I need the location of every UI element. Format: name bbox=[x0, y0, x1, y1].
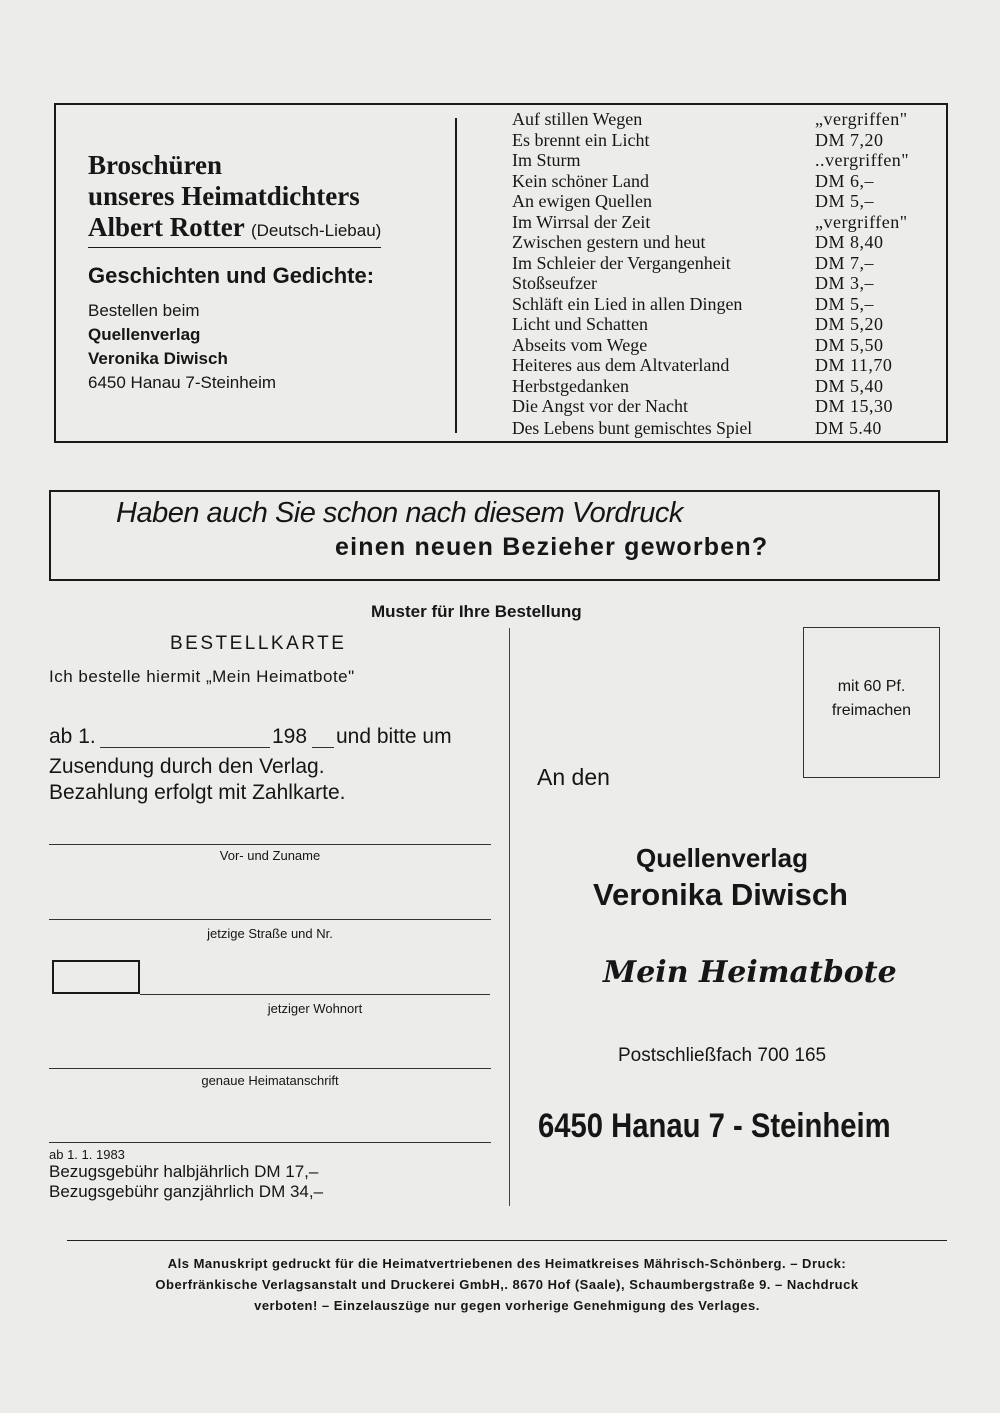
booklet-row bbox=[512, 396, 942, 416]
booklet-title: Stoßseufzer bbox=[512, 273, 597, 293]
card-title: BESTELLKARTE bbox=[170, 633, 347, 654]
fee-full-year: Bezugsgebühr ganzjährlich DM 34,– bbox=[49, 1182, 324, 1201]
booklet-price: DM 5.40 bbox=[815, 417, 882, 438]
start-year: 198 bbox=[272, 725, 308, 748]
booklet-row bbox=[512, 191, 942, 211]
booklet-price: DM 15,30 bbox=[815, 396, 894, 416]
booklet-row bbox=[512, 314, 942, 334]
street-label: jetzige Straße und Nr. bbox=[207, 926, 333, 941]
booklet-row bbox=[512, 130, 942, 150]
checkbox[interactable] bbox=[52, 960, 140, 994]
booklet-title: Auf stillen Wegen bbox=[512, 109, 643, 129]
home-address-field[interactable] bbox=[49, 1068, 491, 1069]
booklet-row bbox=[512, 355, 942, 375]
footer-line-1: Als Manuskript gedruckt für die Heimatvertriebenen des Heimatkreises Mährisch-Schönberg. – Druck: bbox=[167, 1256, 847, 1271]
booklet-title: Des Lebens bunt gemischtes Spiel bbox=[512, 417, 753, 438]
order-line-4: 6450 Hanau 7-Steinheim bbox=[88, 373, 277, 392]
recruit-line-1: Haben auch Sie schon nach diesem Vordruck bbox=[116, 497, 683, 529]
home-address-label: genaue Heimatanschrift bbox=[201, 1073, 339, 1088]
card-intro: Ich bestelle hiermit „Mein Heimatbote" bbox=[49, 667, 355, 686]
booklets-subheading: Geschichten und Gedichte: bbox=[88, 263, 375, 288]
booklet-title: Im Sturm bbox=[512, 150, 581, 170]
booklet-title: Im Wirrsal der Zeit bbox=[512, 211, 651, 232]
street-field[interactable] bbox=[49, 919, 491, 920]
footer-text bbox=[67, 1253, 947, 1316]
magazine-logo: Mein Heimatbote bbox=[603, 955, 897, 990]
booklet-title: Die Angst vor der Nacht bbox=[512, 396, 688, 416]
booklet-title: An ewigen Quellen bbox=[512, 191, 652, 211]
booklet-price: DM 5,40 bbox=[815, 375, 884, 396]
booklet-title: Herbstgedanken bbox=[512, 375, 629, 396]
booklet-price: ..vergriffen" bbox=[815, 150, 910, 170]
card-divider bbox=[509, 628, 510, 1206]
booklet-row bbox=[512, 294, 942, 314]
extra-field[interactable] bbox=[49, 1142, 491, 1143]
publisher-name-2: Veronika Diwisch bbox=[593, 877, 848, 912]
footer-line-3: verboten! – Einzelauszüge nur gegen vorherige Genehmigung des Verlages. bbox=[254, 1298, 760, 1313]
booklet-row bbox=[512, 232, 942, 252]
name-label: Vor- und Zuname bbox=[219, 848, 321, 863]
name-field[interactable] bbox=[49, 844, 491, 845]
booklet-row bbox=[512, 376, 942, 396]
footer-line-2: Oberfränkische Verlagsanstalt und Druckerei GmbH,. 8670 Hof (Saale), Schaumbergstraße 9. – Nachdruck bbox=[155, 1277, 859, 1292]
fee-half-year: Bezugsgebühr halbjährlich DM 17,– bbox=[49, 1162, 319, 1181]
order-line-3: Veronika Diwisch bbox=[88, 349, 228, 368]
footer-rule bbox=[67, 1240, 947, 1241]
po-box: Postschließfach 700 165 bbox=[618, 1045, 827, 1066]
booklets-heading-3 bbox=[88, 212, 381, 248]
booklets-heading-2: unseres Heimatdichters bbox=[88, 181, 360, 211]
booklet-title: Es brennt ein Licht bbox=[512, 129, 650, 150]
sample-heading: Muster für Ihre Bestellung bbox=[371, 602, 582, 621]
booklet-title: Abseits vom Wege bbox=[512, 334, 648, 355]
booklet-row bbox=[512, 253, 942, 273]
payment-text: Bezahlung erfolgt mit Zahlkarte. bbox=[49, 781, 346, 804]
author-origin: (Deutsch-Liebau) bbox=[250, 221, 382, 240]
city-address: 6450 Hanau 7 - Steinheim bbox=[538, 1107, 891, 1145]
booklet-price: DM 7,– bbox=[815, 252, 875, 273]
booklet-price: DM 5,– bbox=[815, 293, 875, 314]
start-year-field[interactable] bbox=[312, 747, 334, 748]
start-suffix: und bitte um bbox=[336, 725, 452, 748]
residence-label: jetziger Wohnort bbox=[267, 1001, 363, 1016]
booklet-price: DM 11,70 bbox=[815, 355, 893, 375]
booklets-heading-1: Broschüren bbox=[88, 150, 223, 180]
booklets-divider bbox=[455, 118, 457, 433]
start-prefix: ab 1. bbox=[49, 725, 96, 748]
booklet-title: Heiteres aus dem Altvaterland bbox=[512, 355, 730, 375]
booklet-price: DM 5,20 bbox=[815, 314, 884, 334]
booklet-row bbox=[512, 212, 942, 232]
booklet-row bbox=[512, 335, 942, 355]
booklet-title: Schläft ein Lied in allen Dingen bbox=[512, 293, 743, 314]
delivery-text: Zusendung durch den Verlag. bbox=[49, 755, 325, 778]
to-label: An den bbox=[537, 764, 610, 790]
booklet-row bbox=[512, 109, 942, 129]
booklet-row bbox=[512, 273, 942, 293]
residence-field[interactable] bbox=[140, 994, 490, 995]
author-name: Albert Rotter bbox=[88, 212, 245, 242]
booklet-row bbox=[512, 150, 942, 170]
recruit-line-2: einen neuen Bezieher geworben? bbox=[335, 533, 769, 561]
booklet-title: Licht und Schatten bbox=[512, 314, 648, 334]
order-line-2: Quellenverlag bbox=[88, 325, 201, 344]
booklet-price: „vergriffen" bbox=[815, 211, 908, 232]
fee-date: ab 1. 1. 1983 bbox=[49, 1147, 125, 1162]
booklet-price: „vergriffen" bbox=[815, 109, 908, 129]
start-day-field[interactable] bbox=[100, 747, 270, 748]
booklet-price: DM 5,– bbox=[815, 191, 875, 211]
booklet-title: Im Schleier der Vergangenheit bbox=[512, 252, 731, 273]
publisher-name-1: Quellenverlag bbox=[636, 843, 808, 873]
booklet-title: Zwischen gestern und heut bbox=[512, 232, 706, 252]
booklet-row bbox=[512, 171, 942, 191]
booklet-price: DM 3,– bbox=[815, 273, 875, 293]
booklet-title: Kein schöner Land bbox=[512, 170, 649, 191]
booklet-row bbox=[512, 418, 942, 438]
stamp-text-2: freimachen bbox=[831, 702, 912, 719]
stamp-text-1: mit 60 Pf. bbox=[837, 678, 906, 695]
booklet-price: DM 8,40 bbox=[815, 232, 884, 252]
booklet-price: DM 6,– bbox=[815, 170, 875, 191]
order-line-1: Bestellen beim bbox=[88, 301, 200, 320]
booklet-price: DM 5,50 bbox=[815, 334, 884, 355]
booklet-price: DM 7,20 bbox=[815, 129, 884, 150]
